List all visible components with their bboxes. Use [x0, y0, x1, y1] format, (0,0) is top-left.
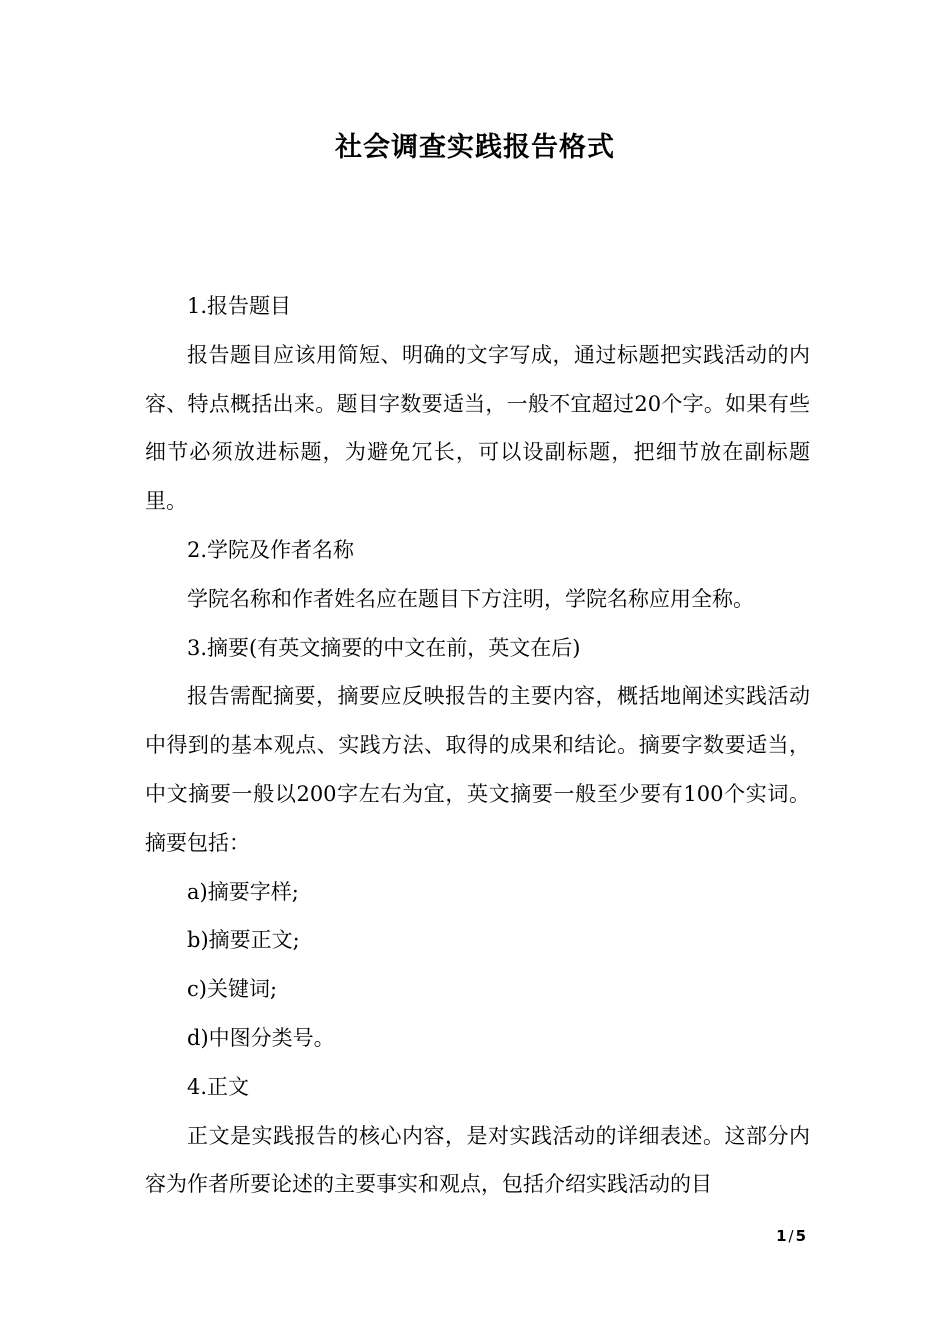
page-current: 1	[776, 1227, 787, 1245]
list-item: a)摘要字样;	[187, 879, 299, 904]
page-separator: /	[788, 1227, 794, 1245]
document-body	[145, 282, 810, 1209]
list-item: b)摘要正文;	[187, 928, 300, 953]
document-title: 社会调查实践报告格式	[335, 132, 615, 163]
section-heading-report-title: 1.报告题目	[187, 294, 292, 318]
section-heading-abstract: 3.摘要(有英文摘要的中文在前，英文在后)	[187, 635, 581, 660]
paragraph-main-text: 正文是实践报告的核心内容，是对实践活动的详细表述。这部分内容为作者所要论述的主要事实和观点，包括介绍实践活动的目	[145, 1123, 810, 1197]
section-heading-college-author: 2.学院及作者名称	[187, 537, 355, 562]
paragraph-abstract: 报告需配摘要，摘要应反映报告的主要内容，概括地阐述实践活动中得到的基本观点、实践方法、取得的成果和结论。摘要字数要适当，中文摘要一般以200字左右为宜，英文摘要一般至少要有100个实词。摘要包括：	[145, 684, 810, 855]
paragraph-report-title: 报告题目应该用简短、明确的文字写成，通过标题把实践活动的内容、特点概括出来。题目字数要适当，一般不宜超过20个字。如果有些细节必须放进标题，为避免冗长，可以设副标题，把细节放在副标题里。	[145, 342, 810, 514]
list-item: c)关键词;	[187, 977, 278, 1002]
page-total: 5	[795, 1227, 806, 1245]
paragraph-college-author: 学院名称和作者姓名应在题目下方注明，学院名称应用全称。	[187, 586, 754, 611]
section-heading-main-text: 4.正文	[187, 1074, 250, 1099]
list-item: d)中图分类号。	[187, 1025, 335, 1050]
page-number	[776, 1226, 806, 1246]
